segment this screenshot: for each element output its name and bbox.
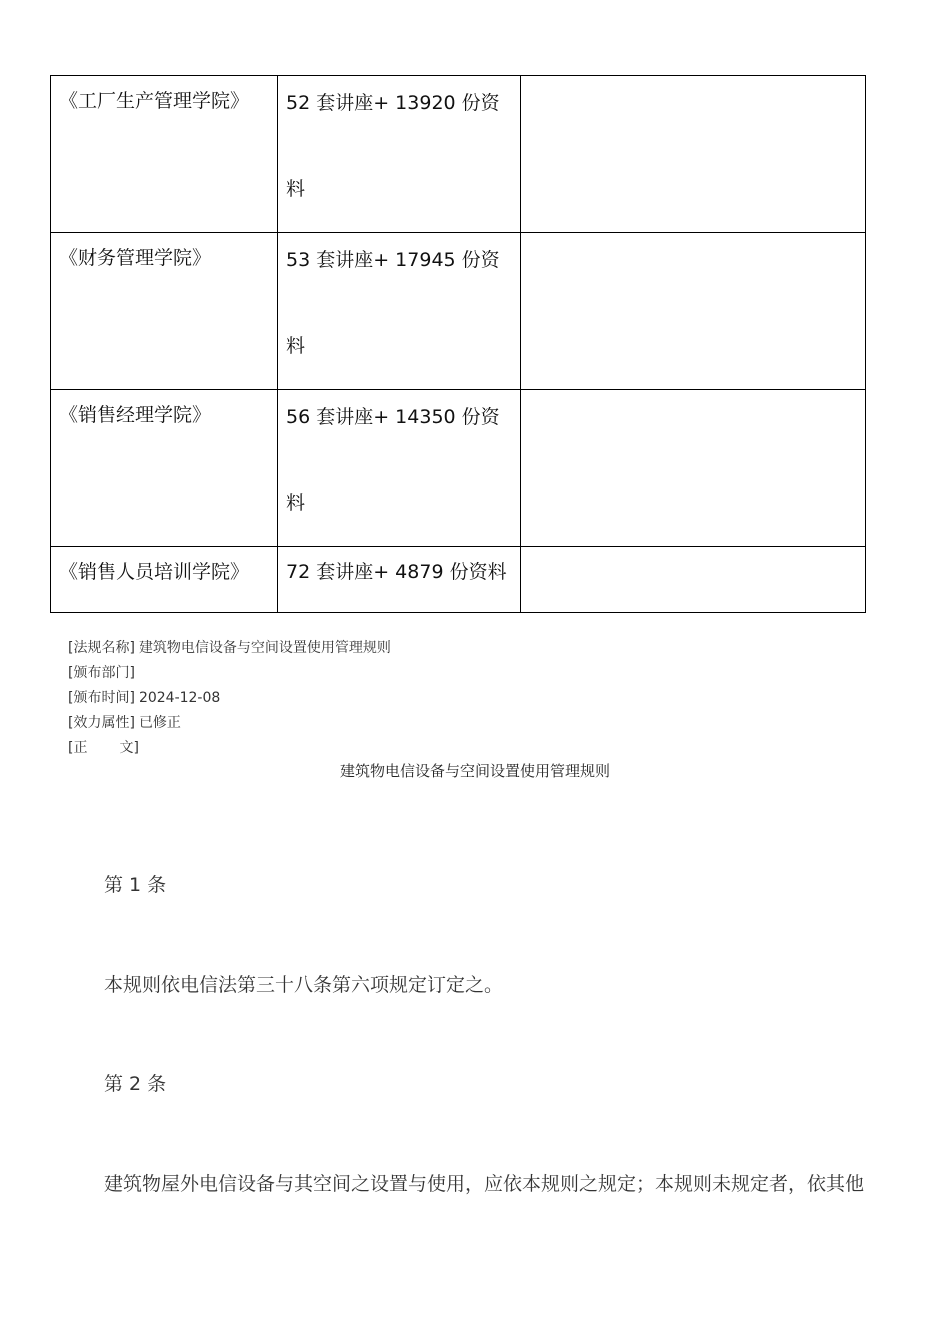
course-content: 72 套讲座+ 4879 份资料 (286, 561, 507, 583)
course-name: 《销售人员培训学院》 (59, 561, 250, 583)
course-content (286, 60, 512, 232)
course-note-cell (521, 390, 866, 547)
course-content-line2: 料 (286, 178, 306, 200)
course-content-line1: 52 套讲座+ 13920 份资 (286, 92, 500, 114)
date-value: 2024-12-08 (138, 690, 221, 706)
article-2-text: 建筑物屋外电信设备与其空间之设置与使用，应依本规则之规定；本规则未规定者，依其他 (104, 1173, 865, 1195)
document-title: 建筑物电信设备与空间设置使用管理规则 (339, 762, 610, 780)
course-content-cell (278, 233, 521, 390)
course-content-line1: 56 套讲座+ 14350 份资 (286, 406, 500, 428)
course-name: 《销售经理学院》 (59, 404, 212, 426)
article-1-text: 本规则依电信法第三十八条第六项规定订定之。 (104, 974, 504, 996)
law-name-row (68, 636, 391, 661)
course-name-cell (51, 76, 278, 233)
course-name-cell (51, 547, 278, 613)
course-content-cell (278, 547, 521, 613)
table-row (51, 76, 866, 233)
course-name: 《财务管理学院》 (59, 247, 212, 269)
course-content-line2: 料 (286, 335, 306, 357)
course-note-cell (521, 76, 866, 233)
course-name: 《工厂生产管理学院》 (59, 90, 250, 112)
course-content (286, 374, 512, 546)
date-row (68, 686, 391, 711)
validity-row (68, 711, 391, 736)
table-row (51, 233, 866, 390)
course-content-line2: 料 (286, 492, 306, 514)
course-note-cell (521, 547, 866, 613)
course-note-cell (521, 233, 866, 390)
table-row (51, 390, 866, 547)
body-label-end: 文] (119, 740, 139, 756)
department-row (68, 661, 391, 686)
body-label-row (68, 736, 391, 761)
validity-value: 已修正 (138, 715, 181, 731)
table-row (51, 547, 866, 613)
course-content (286, 217, 512, 389)
course-content-cell (278, 390, 521, 547)
course-name-cell (51, 390, 278, 547)
department-label: [颁布部门] (68, 665, 135, 681)
body-label-start: [正 (68, 740, 88, 756)
validity-label: [效力属性] (68, 715, 135, 731)
course-name-cell (51, 233, 278, 390)
course-table (50, 75, 866, 613)
date-label: [颁布时间] (68, 690, 135, 706)
law-name-value: 建筑物电信设备与空间设置使用管理规则 (138, 640, 391, 656)
article-2-heading: 第 2 条 (104, 1073, 167, 1095)
course-content-cell (278, 76, 521, 233)
law-name-label: [法规名称] (68, 640, 135, 656)
article-1-heading: 第 1 条 (104, 874, 167, 896)
course-content-line1: 53 套讲座+ 17945 份资 (286, 249, 500, 271)
law-metadata (68, 636, 391, 761)
